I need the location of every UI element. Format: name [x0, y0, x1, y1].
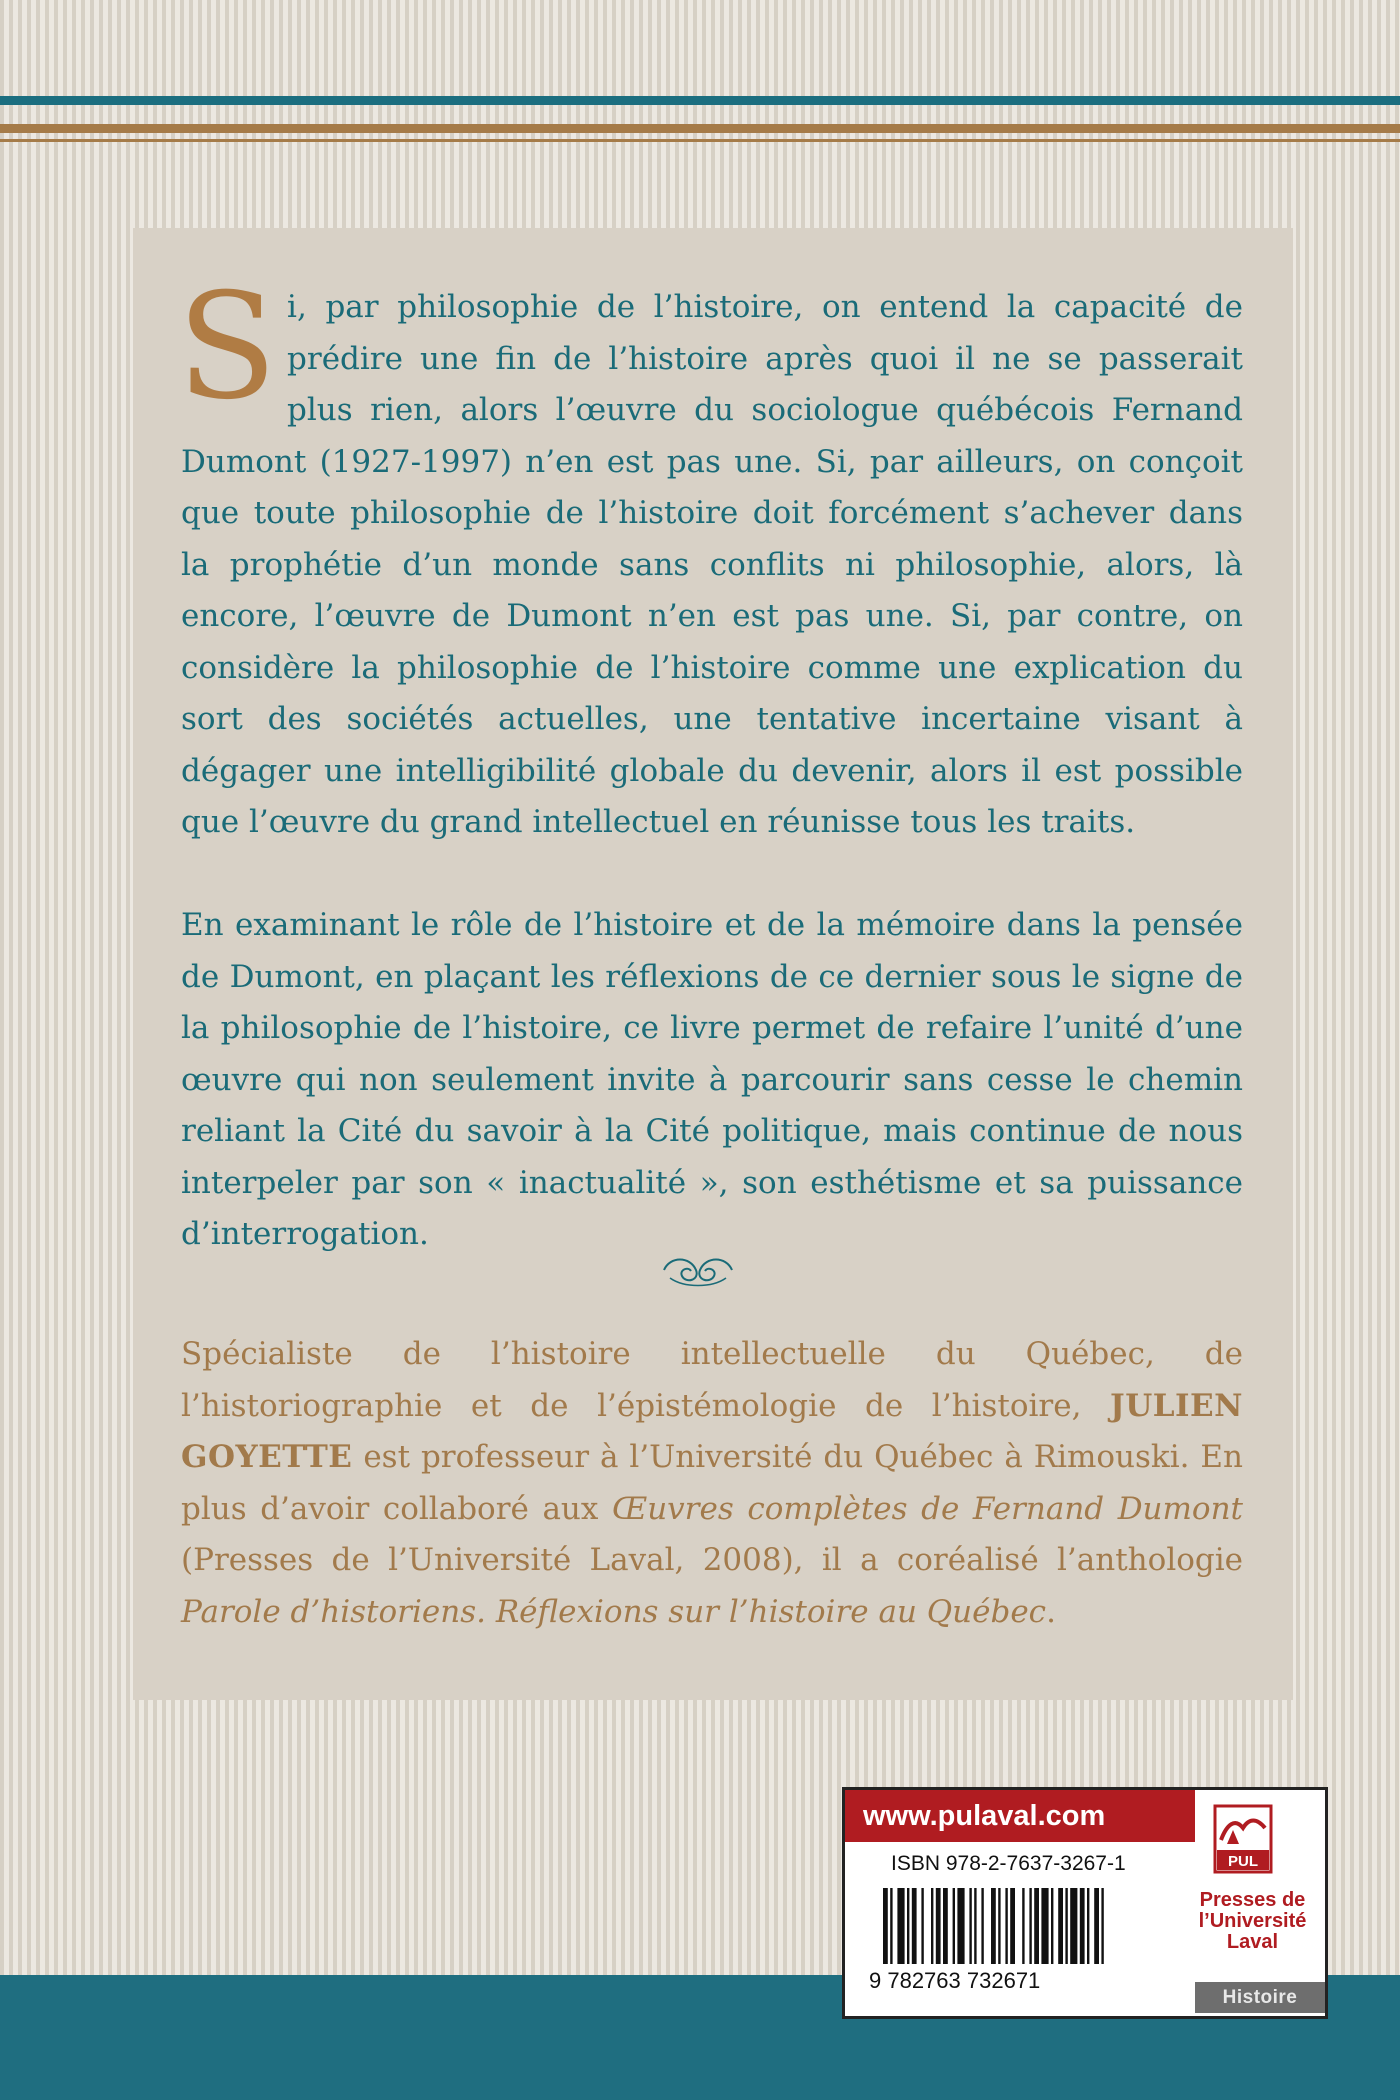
barcode-bar	[907, 1888, 909, 1964]
barcode-bar	[921, 1888, 923, 1964]
barcode-bar	[1101, 1888, 1103, 1964]
publisher-url[interactable]: www.pulaval.com	[845, 1790, 1195, 1842]
barcode-bar	[1087, 1888, 1089, 1964]
barcode-bar	[1065, 1888, 1067, 1964]
barcode-bar	[936, 1888, 941, 1964]
barcode-bar	[890, 1888, 892, 1964]
bio-text-3: (Presses de l’Université Laval, 2008), il a coréalisé l’anthologie	[181, 1542, 1243, 1578]
top-brown-band	[0, 124, 1400, 133]
collection-label: Histoire	[1195, 1982, 1325, 2013]
drop-cap: S	[177, 262, 278, 432]
barcode-bar	[1022, 1888, 1024, 1964]
barcode-bar	[1041, 1888, 1048, 1964]
barcode-bar	[912, 1888, 917, 1964]
top-teal-band	[0, 96, 1400, 105]
pul-logo-icon	[1213, 1804, 1273, 1874]
isbn-label: ISBN 978-2-7637-3267-1	[891, 1852, 1126, 1875]
barcode-bar	[1010, 1888, 1015, 1964]
barcode-bar	[953, 1888, 955, 1964]
barcode-bar	[1034, 1888, 1039, 1964]
barcode-bar	[981, 1888, 983, 1964]
barcode-bar	[1058, 1888, 1063, 1964]
barcode-bar	[1005, 1888, 1007, 1964]
barcode-bar	[974, 1888, 976, 1964]
top-brown-thin-band	[0, 139, 1400, 142]
barcode-bar	[1051, 1888, 1053, 1964]
barcode-bar	[957, 1888, 964, 1964]
publisher-box	[842, 1787, 1328, 2019]
bio-work-2: Parole d’historiens. Réflexions sur l’histoire au Québec	[181, 1593, 1047, 1630]
svg-text:PUL: PUL	[1228, 1853, 1258, 1870]
bio-text-2: est professeur à l’Université du Québec à Rimouski. En plus d’avoir collaboré aux	[181, 1439, 1243, 1527]
barcode-bar	[991, 1888, 996, 1964]
intro-paragraph	[177, 262, 1243, 849]
barcode-bar	[1080, 1888, 1085, 1964]
barcode-bar	[883, 1888, 888, 1964]
barcode-bar	[931, 1888, 933, 1964]
barcode-bar	[1029, 1888, 1031, 1964]
barcode-bar	[1094, 1888, 1099, 1964]
author-name: JULIEN GOYETTE	[181, 1387, 1243, 1475]
bio-text-1: Spécialiste de l’histoire intellectuelle du Québec, de l’historiographie et de l’épistémologie de l’histoire,	[181, 1336, 1243, 1424]
author-bio	[181, 1329, 1243, 1638]
second-paragraph: En examinant le rôle de l’histoire et de la mémoire dans la pensée de Dumont, en plaçant les réflexions de ce dernier sous le signe de la philosophie de l’histoire, ce livre permet de refaire l’unité d’une œuvre qui non seulement invite à parcourir sans cesse le chemin reliant la Cité du savoir à la Cité politique, mais continue de nous interpeler par son « inactualité », son esthétisme et sa puissance d’interrogation.	[181, 907, 1243, 1252]
intro-paragraph-text: i, par philosophie de l’histoire, on entend la capacité de prédire une fin de l’histoire après quoi il ne se passerait plus rien, alors l’œuvre du sociologue québécois Fernand Dumont (1927-1997) n’en est pas une. Si, par ailleurs, on conçoit que toute philosophie de l’histoire doit forcément s’achever dans la prophétie d’un monde sans conflits ni philosophie, alors, là encore, l’œuvre de Dumont n’en est pas une. Si, par contre, on considère la philosophie de l’histoire comme une explication du sort des sociétés actuelles, une tentative incertaine visant à dégager une intelligibilité globale du devenir, alors il est possible que l’œuvre du grand intellectuel en réunisse tous les traits.	[181, 289, 1243, 840]
bio-work-1: Œuvres complètes de Fernand Dumont	[611, 1490, 1244, 1527]
barcode-bar	[897, 1888, 904, 1964]
text-panel	[133, 228, 1293, 1700]
bio-text-4: .	[1046, 1593, 1056, 1630]
publisher-name: Presses de l’Université Laval	[1198, 1889, 1307, 1953]
ornament-icon	[660, 1250, 736, 1290]
barcode-bar	[943, 1888, 948, 1964]
barcode-bar	[998, 1888, 1000, 1964]
barcode-bar	[1070, 1888, 1077, 1964]
barcode-bar	[969, 1888, 971, 1964]
barcode-digits: 9 782763 732671	[869, 1968, 1041, 1992]
barcode	[865, 1886, 1185, 1992]
